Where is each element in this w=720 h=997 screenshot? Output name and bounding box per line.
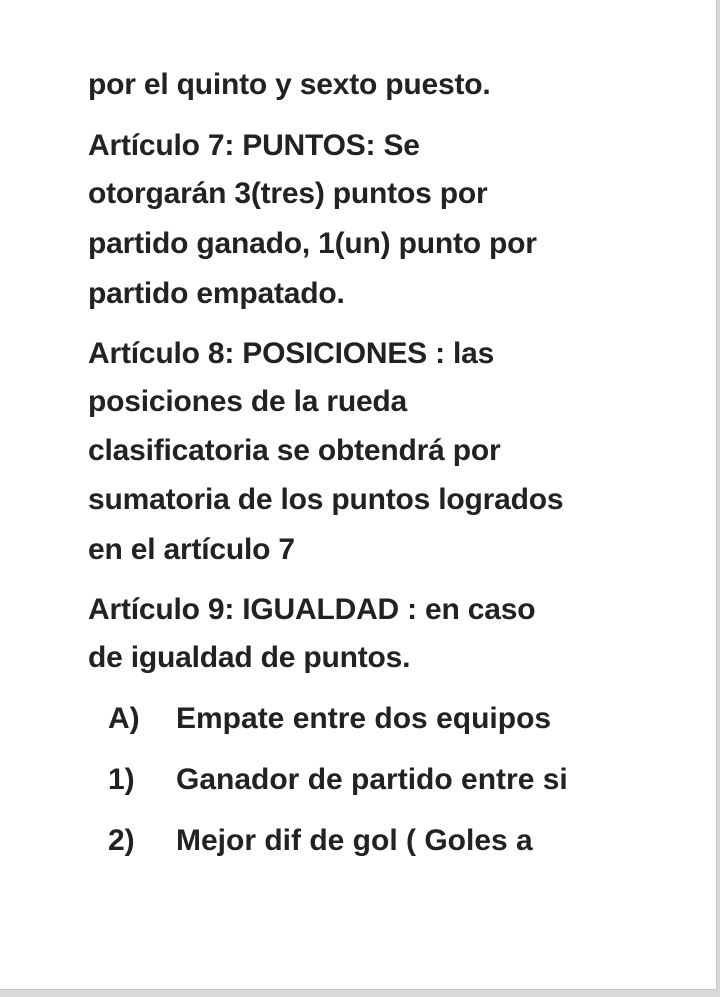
article-9-heading-line: Artículo 9: IGUALDAD : en caso xyxy=(88,593,536,626)
list-item-text: Mejor dif de gol ( Goles a xyxy=(176,824,533,857)
text-line: en el artículo 7 xyxy=(88,533,295,566)
text-line: clasificatoria se obtendrá por xyxy=(88,434,501,467)
text-line: posiciones de la rueda xyxy=(88,385,408,418)
article-8-heading-line: Artículo 8: POSICIONES : las xyxy=(88,337,495,370)
list-item-text: Empate entre dos equipos xyxy=(176,702,552,735)
text-line: partido empatado. xyxy=(88,277,345,310)
list-item-marker: A) xyxy=(108,702,140,735)
article-7-heading-line: Artículo 7: PUNTOS: Se xyxy=(88,129,420,162)
text-line: de igualdad de puntos. xyxy=(88,641,411,674)
text-line: otorgarán 3(tres) puntos por xyxy=(88,177,488,210)
text-line: partido ganado, 1(un) punto por xyxy=(88,227,537,260)
list-item-text: Ganador de partido entre si xyxy=(176,763,568,796)
text-line: por el quinto y sexto puesto. xyxy=(88,68,491,101)
text-line: sumatoria de los puntos logrados xyxy=(88,483,564,516)
list-item-marker: 1) xyxy=(108,763,135,796)
list-item-marker: 2) xyxy=(108,824,135,857)
